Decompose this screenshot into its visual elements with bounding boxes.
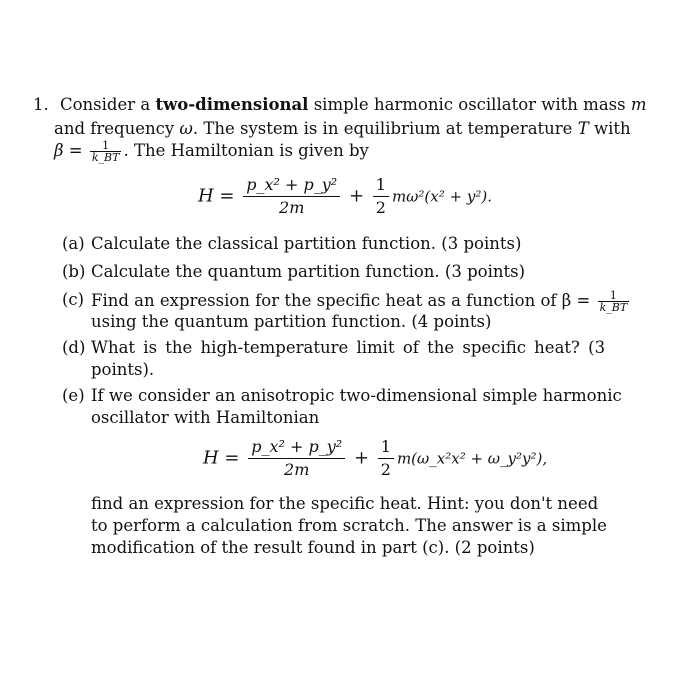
part-e-text-2: oscillator with Hamiltonian: [91, 408, 320, 427]
eq1-rest: mω²(x² + y²).: [391, 187, 492, 206]
part-c-line-1: [91, 290, 631, 313]
beta-frac-den: k_BT: [91, 151, 120, 164]
eq2-half-fraction: [378, 438, 394, 479]
eq1-plus: +: [348, 185, 365, 207]
eq2-frac-num: p_x² + p_y²: [248, 438, 345, 459]
intro-text-3: . The Hamiltonian is given by: [123, 141, 369, 160]
eq2-frac-den: 2m: [284, 460, 310, 479]
beta-definition: β =: [54, 141, 83, 160]
eq1-lhs: H =: [198, 185, 235, 207]
anisotropic-hamiltonian-equation: [203, 438, 547, 479]
part-c-text-1: Find an expression for the specific heat as a function of β =: [91, 291, 591, 310]
eq1-half-num: 1: [373, 176, 389, 197]
eq2-rest: m(ω_x²x² + ω_y²y²),: [396, 449, 548, 468]
problem-number: 1.: [33, 95, 49, 114]
part-e-text-5: modification of the result found in part (c). (2 points): [91, 538, 535, 557]
part-a-text: Calculate the classical partition function. (3 points): [91, 234, 522, 253]
part-d-label: (d): [62, 338, 86, 357]
part-e-text-4: to perform a calculation from scratch. The answer is a simple: [91, 516, 607, 535]
intro-text-2b: . The system is in equilibrium at temperature: [192, 119, 578, 138]
part-c-label: (c): [62, 290, 85, 309]
temperature-variable: T: [577, 119, 589, 138]
part-e-label: (e): [62, 386, 85, 405]
part-d-text-1: What is the high-temperature limit of the specific heat? (3: [91, 338, 606, 357]
hamiltonian-equation: [198, 176, 492, 217]
eq2-half-den: 2: [380, 460, 391, 479]
part-e-text-1: If we consider an anisotropic two-dimensional simple harmonic: [91, 386, 622, 405]
eq2-momentum-fraction: [248, 438, 345, 479]
beta-fraction: [90, 140, 122, 163]
part-a-label: (a): [62, 234, 85, 253]
eq2-lhs: H =: [203, 447, 240, 469]
intro-text-2a: and frequency: [54, 119, 180, 138]
beta-frac-num: 1: [90, 140, 122, 152]
omega-variable: ω: [179, 119, 193, 138]
part-b-label: (b): [62, 262, 86, 281]
mass-variable: m: [630, 95, 647, 114]
part-e-text-3: find an expression for the specific heat. Hint: you don't need: [91, 494, 599, 513]
part-d-text-2: points).: [91, 360, 155, 379]
part-c-beta-fraction: [598, 290, 630, 313]
part-c-frac-den: k_BT: [599, 301, 628, 314]
eq1-frac-den: 2m: [279, 198, 305, 217]
intro-text-1a: Consider a: [60, 95, 156, 114]
problem-line-2: [54, 119, 631, 139]
intro-text-2c: with: [588, 119, 631, 138]
eq1-half-den: 2: [375, 198, 386, 217]
part-b-text: Calculate the quantum partition function. (3 points): [91, 262, 526, 281]
eq2-plus: +: [353, 447, 370, 469]
eq1-frac-num: p_x² + p_y²: [243, 176, 340, 197]
part-c-text-2: using the quantum partition function. (4 points): [91, 312, 492, 331]
eq1-half-fraction: [373, 176, 389, 217]
problem-line-3: [54, 140, 369, 163]
part-c-frac-num: 1: [598, 290, 630, 302]
eq2-half-num: 1: [378, 438, 394, 459]
eq1-momentum-fraction: [243, 176, 340, 217]
intro-text-1b: simple harmonic oscillator with mass: [308, 95, 631, 114]
problem-line-1: [33, 95, 647, 115]
intro-bold-text: two-dimensional: [155, 95, 309, 114]
